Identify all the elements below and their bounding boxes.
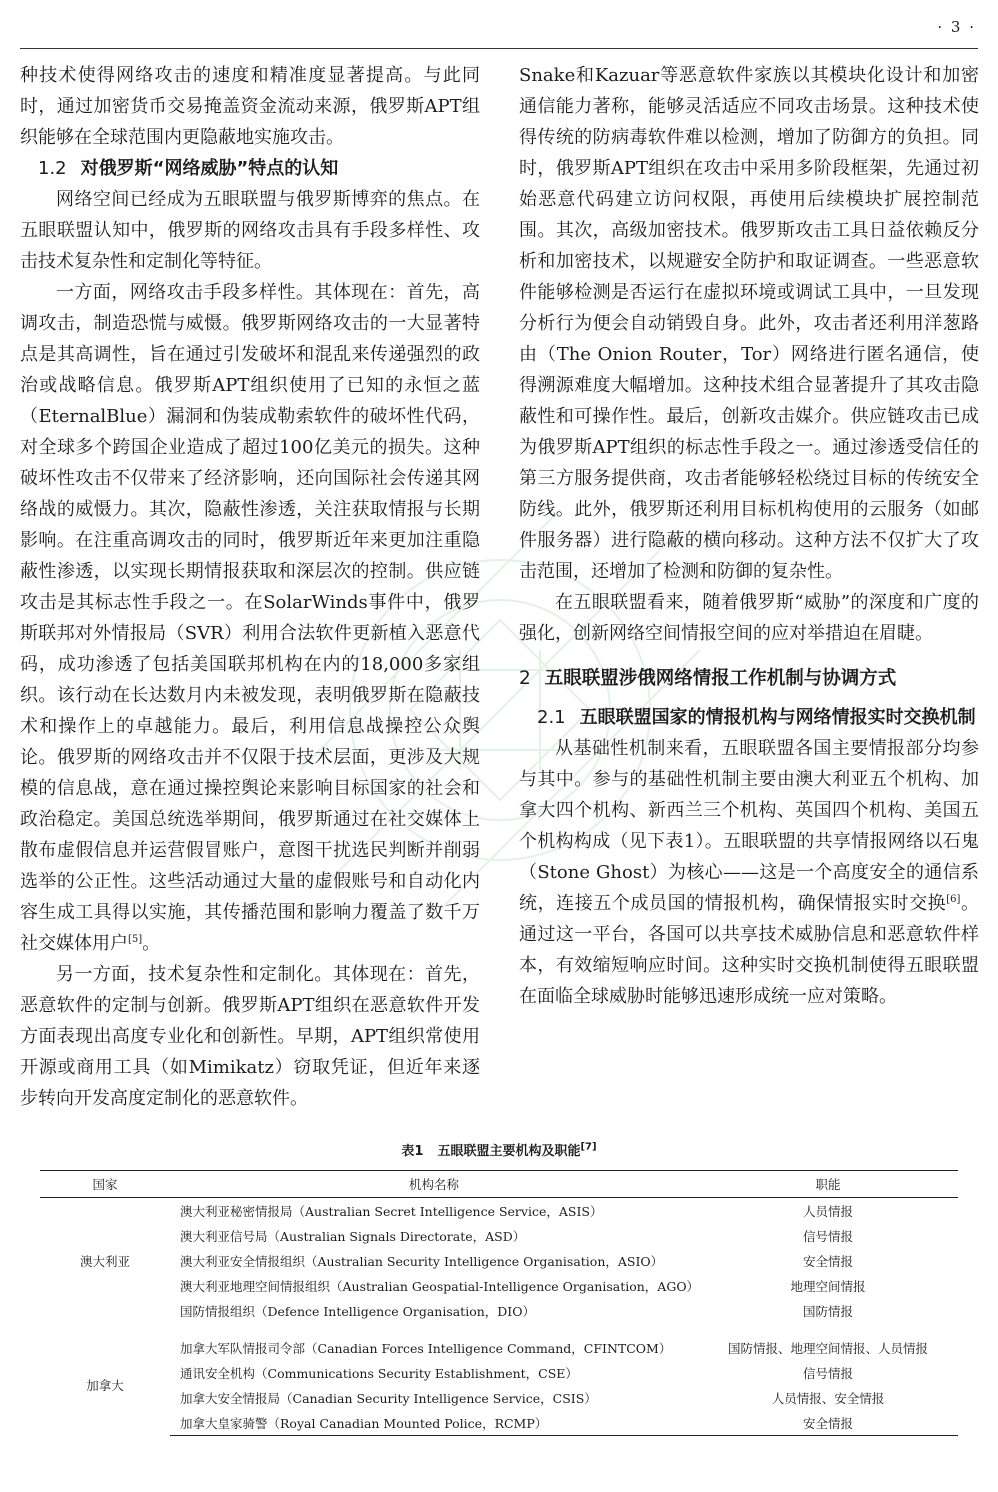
function-cell: 人员情报、安全情报 bbox=[771, 1390, 885, 1406]
table-spacer bbox=[40, 1323, 958, 1335]
agency-cell: 国防情报组织（Defence Intelligence Organisation，DIO） bbox=[180, 1303, 535, 1319]
agency-cell: 加拿大军队情报司令部（Canadian Forces Intelligence Command，CFINTCOM） bbox=[180, 1340, 672, 1356]
table-row bbox=[40, 1198, 958, 1224]
function-cell: 信号情报 bbox=[802, 1365, 853, 1381]
table-row bbox=[40, 1298, 958, 1323]
table-row bbox=[40, 1410, 958, 1436]
country-cell: 澳大利亚 bbox=[79, 1253, 130, 1269]
page-number: · 3 · bbox=[937, 18, 976, 36]
table-header-row bbox=[40, 1171, 958, 1198]
column-header-country: 国家 bbox=[40, 1171, 170, 1198]
table-row bbox=[40, 1223, 958, 1248]
paragraph: 网络空间已经成为五眼联盟与俄罗斯博弈的焦点。在五眼联盟认知中，俄罗斯的网络攻击具有手段多样性、攻击技术复杂性和定制化等特征。 bbox=[20, 189, 480, 272]
paragraph: 从基础性机制来看，五眼联盟各国主要情报部分均参与其中。参与的基础性机制主要由澳大利亚五个机构、加拿大四个机构、新西兰三个机构、英国四个机构、美国五个机构构成（见下表1）。五眼联盟的共享情报网络以石鬼（Stone Ghost）为核心——这是一个高度安全的通信系统，连接五个成员国的情报机构，确保情报实时交换[6]。通过这一平台，各国可以共享技术威胁信息和恶意软件样本，有效缩短响应时间。这种实时交换机制使得五眼联盟在面临全球威胁时能够迅速形成统一应对策略。 bbox=[519, 738, 979, 1007]
country-cell: 加拿大 bbox=[86, 1378, 124, 1394]
header-rule bbox=[20, 48, 978, 49]
agency-cell: 澳大利亚安全情报组织（Australian Security Intelligence Organisation，ASIO） bbox=[180, 1253, 664, 1269]
agency-cell: 澳大利亚地理空间情报组织（Australian Geospatial-Intelligence Organisation，AGO） bbox=[180, 1278, 700, 1294]
citation: [5] bbox=[128, 934, 143, 945]
paragraph: 在五眼联盟看来，随着俄罗斯“威胁”的深度和广度的强化，创新网络空间情报空间的应对举措迫在眉睫。 bbox=[519, 592, 979, 644]
function-cell: 人员情报 bbox=[802, 1203, 853, 1219]
section-heading-2: 2 五眼联盟涉俄网络情报工作机制与协调方式 bbox=[519, 668, 897, 689]
section-heading-2-1: 2.1 五眼联盟国家的情报机构与网络情报实时交换机制 bbox=[537, 707, 976, 728]
paragraph: 一方面，网络攻击手段多样性。其体现在：首先，高调攻击，制造恐慌与威慑。俄罗斯网络攻击的一大显著特点是其高调性，旨在通过引发破坏和混乱来传递强烈的政治或战略信息。俄罗斯APT组织使用了已知的永恒之蓝（EternalBlue）漏洞和伪装成勒索软件的破坏性代码，对全球多个跨国企业造成了超过100亿美元的损失。这种破坏性攻击不仅带来了经济影响，还向国际社会传递其网络战的威慑力。其次，隐蔽性渗透，关注获取情报与长期影响。在注重高调攻击的同时，俄罗斯近年来更加注重隐蔽性渗透，以实现长期情报获取和深层次的控制。供应链攻击是其标志性手段之一。在SolarWinds事件中，俄罗斯联邦对外情报局（SVR）利用合法软件更新植入恶意代码，成功渗透了包括美国联邦机构在内的18,000多家组织。该行动在长达数月内未被发现，表明俄罗斯在隐蔽技术和操作上的卓越能力。最后，利用信息战操控公众舆论。俄罗斯的网络攻击并不仅限于技术层面，更涉及大规模的信息战，意在通过操控舆论来影响目标国家的社会和政治稳定。美国总统选举期间，俄罗斯通过在社交媒体上散布虚假信息并运营假冒账户，意图干扰选民判断并削弱选举的公正性。这些活动通过大量的虚假账号和自动化内容生成工具得以实施，其传播范围和影响力覆盖了数千万社交媒体用户[5]。 bbox=[20, 282, 480, 954]
column-header-function: 职能 bbox=[698, 1171, 958, 1198]
agencies-table bbox=[40, 1170, 958, 1436]
function-cell: 信号情报 bbox=[802, 1228, 853, 1244]
table-row bbox=[40, 1385, 958, 1410]
table-row bbox=[40, 1335, 958, 1360]
agency-cell: 澳大利亚信号局（Australian Signals Directorate，ASD） bbox=[180, 1228, 526, 1244]
table-row bbox=[40, 1248, 958, 1273]
right-column bbox=[519, 60, 979, 1012]
paragraph: Snake和Kazuar等恶意软件家族以其模块化设计和加密通信能力著称，能够灵活适应不同攻击场景。这种技术使得传统的防病毒软件难以检测，增加了防御方的负担。同时，俄罗斯APT组织在攻击中采用多阶段框架，先通过初始恶意代码建立访问权限，再使用后续模块扩展控制范围。其次，高级加密技术。俄罗斯攻击工具日益依赖反分析和加密技术，以规避安全防护和取证调查。一些恶意软件能够检测是否运行在虚拟环境或调试工具中，一旦发现分析行为便会自动销毁自身。此外，攻击者还利用洋葱路由（The Onion Router，Tor）网络进行匿名通信，使得溯源难度大幅增加。这种技术组合显著提升了其攻击隐蔽性和可操作性。最后，创新攻击媒介。供应链攻击已成为俄罗斯APT组织的标志性手段之一。通过渗透受信任的第三方服务提供商，攻击者能够轻松绕过目标的传统安全防线。此外，俄罗斯还利用目标机构使用的云服务（如邮件服务器）进行隐蔽的横向移动。这种方法不仅扩大了攻击范围，还增加了检测和防御的复杂性。 bbox=[519, 65, 979, 582]
section-heading-1-2: 1.2 对俄罗斯“网络威胁”特点的认知 bbox=[38, 158, 339, 179]
agency-cell: 加拿大安全情报局（Canadian Security Intelligence Service，CSIS） bbox=[180, 1390, 597, 1406]
function-cell: 国防情报、地理空间情报、人员情报 bbox=[727, 1340, 928, 1356]
function-cell: 地理空间情报 bbox=[790, 1278, 866, 1294]
function-cell: 安全情报 bbox=[802, 1253, 853, 1269]
agency-cell: 通讯安全机构（Communications Security Establishment，CSE） bbox=[180, 1365, 578, 1381]
function-cell: 安全情报 bbox=[698, 1410, 958, 1436]
agency-cell: 加拿大皇家骑警（Royal Canadian Mounted Police，RCMP） bbox=[170, 1410, 698, 1436]
table-row bbox=[40, 1273, 958, 1298]
table-row bbox=[40, 1360, 958, 1385]
citation: [6] bbox=[946, 894, 961, 905]
paragraph: 另一方面，技术复杂性和定制化。其体现在：首先，恶意软件的定制与创新。俄罗斯APT组织在恶意软件开发方面表现出高度专业化和创新性。早期，APT组织常使用开源或商用工具（如Mimikatz）窃取凭证，但近年来逐步转向开发高度定制化的恶意软件。 bbox=[20, 964, 480, 1109]
left-column bbox=[20, 60, 480, 1114]
agency-cell: 澳大利亚秘密情报局（Australian Secret Intelligence Service，ASIS） bbox=[180, 1203, 603, 1219]
paragraph: 种技术使得网络攻击的速度和精准度显著提高。与此同时，通过加密货币交易掩盖资金流动来源，俄罗斯APT组织能够在全球范围内更隐蔽地实施攻击。 bbox=[20, 65, 480, 148]
function-cell: 国防情报 bbox=[802, 1303, 853, 1319]
column-header-agency: 机构名称 bbox=[170, 1171, 698, 1198]
table-caption: 表1 五眼联盟主要机构及职能[7] bbox=[401, 1141, 597, 1159]
